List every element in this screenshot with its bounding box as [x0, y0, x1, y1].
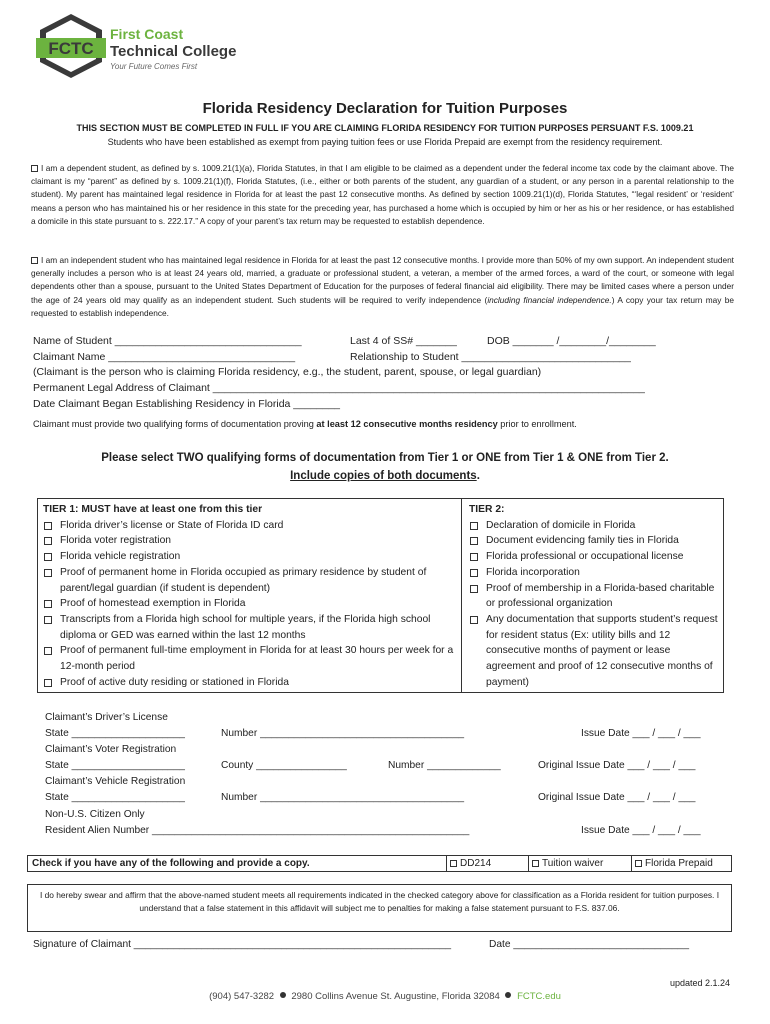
tier2-item[interactable] [469, 612, 719, 691]
tier1-item-label: Proof of permanent full-time employment in Florida for at least 30 hours per week for a 12-month period [60, 645, 454, 673]
checkbox-icon[interactable] [44, 569, 52, 577]
affirmation-box: I do hereby swear and affirm that the above-named student meets all requirements indicated in the checked category above for classification as a Florida resident for tuition purposes. I understand that a false statement in this affidavit will subject me to penalties for making a false statement pursuant to F.S. 837.06. [27, 884, 732, 932]
checkbox-icon[interactable] [44, 553, 52, 561]
tier1-item[interactable] [43, 518, 455, 534]
dob-field[interactable]: DOB _______ /________/________ [487, 335, 656, 347]
footer-website-link[interactable]: FCTC.edu [517, 991, 561, 1002]
logo-name-line1: First Coast [110, 26, 184, 42]
tuition-waiver-option[interactable]: Tuition waiver [528, 856, 631, 871]
dependent-student-option [31, 162, 734, 228]
last4-ssn-field[interactable]: Last 4 of SS# _______ [350, 335, 457, 347]
proof-note: Claimant must provide two qualifying forms of documentation proving at least 12 consecutive months residency prior to enrollment. [33, 419, 577, 429]
dl-number-field[interactable]: Number ____________________________________ [221, 728, 465, 739]
tuition-waiver-checkbox[interactable] [532, 860, 539, 867]
dependent-text: I am a dependent student, as defined by s. 1009.21(1)(a), Florida Statutes, in that I am eligible to be claimed as a dependent under the federal income tax code by the claimant above. The claimant is my “parent” as defined by s. 1009.21(1)(f), Florida Statutes, (i.e., either or both parents of the student, any guardian of a student, or any person in a parental relationship to the student). My parent has maintained legal residence in Florida for at least the past 12 consecutive months. As defined by section 1009.21(1)(d), Florida Statutes, “‘legal resident’ or ‘resident’ means a person who has maintained his or her residence in this state for the preceding year, has purchased a home which is occupied by him or her as his or her residence, or has established a domicile in this state pursuant to s. 222.17.” A copy of your parent’s tax return may be requested to establish dependence. [31, 163, 734, 226]
signature-field[interactable]: Signature of Claimant ________________________________________________________ [33, 939, 452, 950]
tier2-item[interactable] [469, 581, 719, 612]
florida-prepaid-checkbox[interactable] [635, 860, 642, 867]
voter-county-field[interactable]: County ________________ [221, 760, 347, 771]
logo-name-line2: Technical College [110, 43, 237, 60]
tier1-item-label: Florida driver’s license or State of Florida ID card [60, 519, 284, 531]
tier1-item[interactable] [43, 565, 455, 596]
additional-docs-row [27, 855, 732, 872]
tier1-item[interactable] [43, 612, 455, 643]
tier2-item-label: Proof of membership in a Florida-based charitable or professional organization [486, 582, 715, 610]
date-field[interactable]: Date _______________________________ [489, 939, 689, 950]
select-heading-line1: Please select TWO qualifying forms of documentation from Tier 1 or ONE from Tier 1 & ONE from Tier 2. [101, 452, 669, 464]
select-heading-line2: Include copies of both documents. [290, 470, 480, 482]
claimant-name-field[interactable]: Claimant Name ________________________________ [33, 351, 296, 363]
checkbox-icon[interactable] [44, 647, 52, 655]
voter-registration-label: Claimant’s Voter Registration [45, 744, 177, 755]
checkbox-icon[interactable] [470, 537, 478, 545]
voter-issue-date-field[interactable]: Original Issue Date ___ / ___ / ___ [538, 760, 696, 771]
tier2-item-label: Declaration of domicile in Florida [486, 519, 636, 531]
tier1-item-label: Proof of homestead exemption in Florida [60, 598, 246, 610]
updated-date: updated 2.1.24 [669, 978, 730, 988]
tier1-item-label: Florida voter registration [60, 535, 172, 547]
tier-table [37, 498, 724, 693]
tier2-item[interactable] [469, 533, 719, 549]
checkbox-icon[interactable] [44, 522, 52, 530]
relationship-field[interactable]: Relationship to Student _____________________________ [350, 351, 631, 363]
tier1-item-label: Proof of active duty residing or stationed in Florida [60, 676, 289, 688]
checkbox-icon[interactable] [470, 585, 478, 593]
tier1-item[interactable] [43, 596, 455, 612]
college-logo [34, 12, 274, 80]
checkbox-icon[interactable] [44, 600, 52, 608]
tier-divider [461, 499, 462, 692]
tier1-heading: TIER 1: MUST have at least one from this tier [43, 504, 263, 515]
additional-docs-label: Check if you have any of the following and provide a copy. [32, 858, 310, 869]
logo-tagline: Your Future Comes First [110, 62, 198, 71]
independent-checkbox[interactable] [31, 257, 38, 264]
tier2-heading: TIER 2: [469, 504, 505, 515]
tier1-item[interactable] [43, 643, 455, 674]
tier1-column [43, 502, 455, 690]
checkbox-icon[interactable] [470, 569, 478, 577]
voter-state-field[interactable]: State ____________________ [45, 760, 185, 771]
footer [0, 991, 770, 1002]
dl-issue-date-field[interactable]: Issue Date ___ / ___ / ___ [581, 728, 701, 739]
fctc-logo-mark-icon [34, 12, 108, 80]
name-of-student-field[interactable]: Name of Student ________________________________ [33, 335, 302, 347]
tier1-item-label: Transcripts from a Florida high school for multiple years, if the Florida high school diploma or GED was earned within the last 12 months [60, 613, 431, 641]
dl-state-field[interactable]: State ____________________ [45, 728, 185, 739]
tier1-item[interactable] [43, 675, 455, 691]
dependent-checkbox[interactable] [31, 165, 38, 172]
tier2-item-label: Any documentation that supports student’s request for resident status (Ex: utility bills and 12 consecutive months of payment or lease agreement and proof of 12 consecutive months of payment) [486, 613, 718, 688]
voter-number-field[interactable]: Number _____________ [388, 760, 501, 771]
checkbox-icon[interactable] [44, 679, 52, 687]
vehicle-state-field[interactable]: State ____________________ [45, 792, 185, 803]
select-heading [0, 449, 770, 485]
permanent-address-field[interactable]: Permanent Legal Address of Claimant __________________________________________________________________________ [33, 382, 645, 394]
vehicle-issue-date-field[interactable]: Original Issue Date ___ / ___ / ___ [538, 792, 696, 803]
florida-prepaid-option[interactable]: Florida Prepaid [631, 856, 733, 871]
drivers-license-label: Claimant’s Driver’s License [45, 712, 168, 723]
tier2-item[interactable] [469, 565, 719, 581]
tier2-item-label: Florida incorporation [486, 566, 580, 578]
resident-alien-issue-date-field[interactable]: Issue Date ___ / ___ / ___ [581, 825, 701, 836]
logo-mark-text: FCTC [48, 39, 94, 58]
tier2-column [469, 502, 719, 690]
dd214-option[interactable]: DD214 [446, 856, 528, 871]
claimant-note: (Claimant is the person who is claiming Florida residency, e.g., the student, parent, spouse, or legal guardian) [33, 366, 542, 378]
dd214-checkbox[interactable] [450, 860, 457, 867]
page-subtitle: THIS SECTION MUST BE COMPLETED IN FULL IF YOU ARE CLAIMING FLORIDA RESIDENCY FOR TUITION PURPOSES PERSUANT F.S. 1009.21 [76, 123, 694, 133]
exemption-note: Students who have been established as exempt from paying tuition fees or use Florida Prepaid are exempt from the residency requirement. [107, 137, 663, 147]
independent-student-option [31, 254, 734, 320]
bullet-icon [280, 992, 286, 998]
non-citizen-label: Non-U.S. Citizen Only [45, 809, 145, 820]
tier2-item-label: Florida professional or occupational license [486, 551, 684, 563]
tier1-item-label: Florida vehicle registration [60, 551, 181, 563]
tier1-item[interactable] [43, 549, 455, 565]
tier2-item-label: Document evidencing family ties in Florida [486, 535, 679, 547]
tier2-item[interactable] [469, 549, 719, 565]
date-began-field[interactable]: Date Claimant Began Establishing Residency in Florida ________ [33, 398, 341, 410]
bullet-icon [505, 992, 511, 998]
page-title: Florida Residency Declaration for Tuition Purposes [202, 100, 568, 117]
independent-text-1: I am an independent student who has maintained legal residence in Florida for at least the past 12 consecutive months. I provide more than 50% of my own support. An independent student generally includes a person who is at least 24 years old, married, a graduate or professional student, a veteran, a member of the armed forces, a ward of the court, or someone with legal dependents other than a spouse, pursuant to the United States Department of Education for the purposes of federal financial aid eligibility. There may be limited cases where a person under the age of 24 years old may qualify as an independent student. Such students will be required to verify independence ( [31, 255, 734, 305]
independent-text-2: ) A copy your tax return may be requested to establish independence. [31, 294, 735, 318]
resident-alien-number-field[interactable]: Resident Alien Number ________________________________________________________ [45, 825, 470, 836]
tier1-item-label: Proof of permanent home in Florida occupied as primary residence by student of parent/legal guardian (if student is dependent) [60, 566, 427, 594]
tier2-item[interactable] [469, 518, 719, 534]
vehicle-registration-label: Claimant’s Vehicle Registration [45, 776, 186, 787]
checkbox-icon[interactable] [44, 616, 52, 624]
footer-phone: (904) 547-3282 [209, 991, 275, 1002]
independent-text-em: including financial independence. [487, 294, 612, 305]
checkbox-icon[interactable] [470, 522, 478, 530]
checkbox-icon[interactable] [470, 616, 478, 624]
vehicle-number-field[interactable]: Number ____________________________________ [221, 792, 465, 803]
footer-address: 2980 Collins Avenue St. Augustine, Florida 32084 [291, 991, 500, 1002]
checkbox-icon[interactable] [44, 537, 52, 545]
tier1-item[interactable] [43, 533, 455, 549]
checkbox-icon[interactable] [470, 553, 478, 561]
